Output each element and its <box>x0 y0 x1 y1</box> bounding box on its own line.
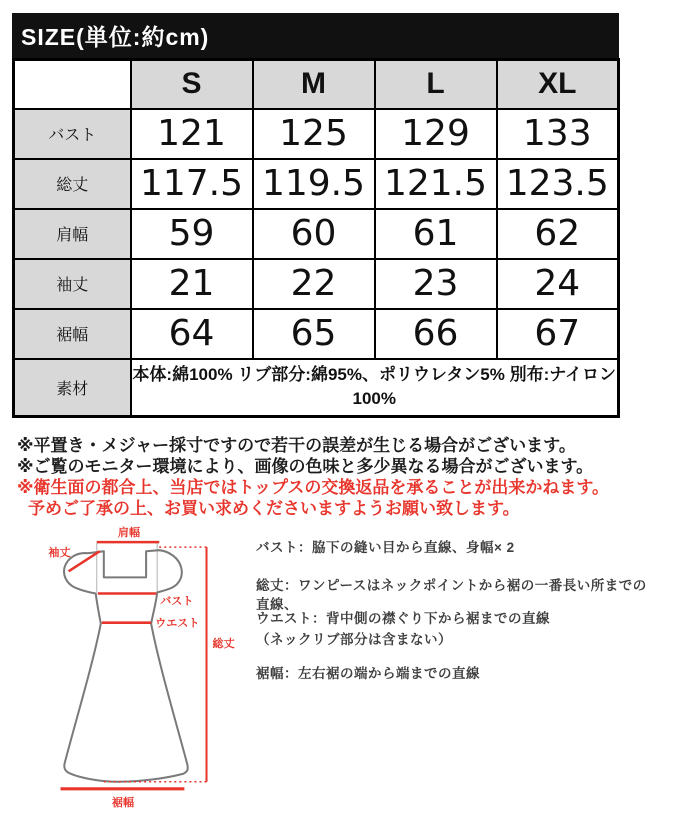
size-table-header-row <box>14 60 619 109</box>
bust-s: 121 <box>131 109 253 159</box>
shoulder-l: 61 <box>375 209 497 259</box>
length-l: 121.5 <box>375 159 497 209</box>
sleeve-xl: 24 <box>497 259 619 309</box>
size-chart-title-bar <box>12 13 619 58</box>
waist-label: ウエスト <box>155 617 200 630</box>
row-label-length: 総丈 <box>14 159 131 209</box>
sleeve-m: 22 <box>253 259 375 309</box>
desc-length-2: 直線、 <box>256 597 298 612</box>
dress-measurement-diagram <box>15 523 247 815</box>
note-no-returns: ※衛生面の都合上、当店ではトップスの交換返品を承ることが出来かねます。 <box>17 478 609 497</box>
table-row-length <box>14 159 619 209</box>
table-row-shoulder <box>14 209 619 259</box>
sleeve-length-line <box>69 551 100 571</box>
sleeve-s: 21 <box>131 259 253 309</box>
length-xl: 123.5 <box>497 159 619 209</box>
desc-bust: バスト：脇下の縫い目から直線、身幅× 2 <box>256 540 515 555</box>
sleeve-length-label: 袖丈 <box>48 547 71 560</box>
col-header-l: L <box>375 60 497 109</box>
hem-m: 65 <box>253 309 375 359</box>
material-value: 本体:綿100% リブ部分:綿95%、ポリウレタン5% 別布:ナイロン100% <box>131 359 619 417</box>
notes-block <box>17 435 667 519</box>
col-header-xl: XL <box>497 60 619 109</box>
desc-length-1: 総丈：ワンピースはネックポイントから裾の一番長い所までの <box>256 578 647 593</box>
size-table <box>12 58 620 418</box>
shoulder-s: 59 <box>131 209 253 259</box>
row-label-hem: 裾幅 <box>14 309 131 359</box>
bust-xl: 133 <box>497 109 619 159</box>
length-m: 119.5 <box>253 159 375 209</box>
bust-label: バスト <box>160 595 194 608</box>
desc-hem: 裾幅：左右裾の端から端までの直線 <box>256 666 480 681</box>
corner-cell <box>14 60 131 109</box>
bust-l: 129 <box>375 109 497 159</box>
row-label-material: 素材 <box>14 359 131 417</box>
sleeve-l: 23 <box>375 259 497 309</box>
note-monitor-color: ※ご覧のモニター環境により、画像の色味と多少異なる場合がございます。 <box>17 457 594 476</box>
note-measurement-tolerance: ※平置き・メジャー採寸ですので若干の誤差が生じる場合がございます。 <box>17 436 576 455</box>
dress-outline <box>64 550 188 782</box>
shoulder-xl: 62 <box>497 209 619 259</box>
table-row-material <box>14 359 619 417</box>
hem-s: 64 <box>131 309 253 359</box>
length-s: 117.5 <box>131 159 253 209</box>
col-header-s: S <box>131 60 253 109</box>
shoulder-width-label: 肩幅 <box>117 527 141 540</box>
desc-waist-note: （ネックリブ部分は含まない） <box>256 632 452 647</box>
row-label-sleeve: 袖丈 <box>14 259 131 309</box>
row-label-bust: バスト <box>14 109 131 159</box>
table-row-sleeve <box>14 259 619 309</box>
shoulder-m: 60 <box>253 209 375 259</box>
hem-l: 66 <box>375 309 497 359</box>
col-header-m: M <box>253 60 375 109</box>
row-label-shoulder: 肩幅 <box>14 209 131 259</box>
table-row-hem <box>14 309 619 359</box>
table-row-bust <box>14 109 619 159</box>
desc-waist: ウエスト：背中側の襟ぐり下から裾までの直線 <box>256 611 550 626</box>
total-length-label: 総丈 <box>212 637 235 650</box>
size-chart-title: SIZE(単位:約cm) <box>21 24 210 50</box>
hem-xl: 67 <box>497 309 619 359</box>
bust-m: 125 <box>253 109 375 159</box>
note-no-returns-2: 予めご了承の上、お買い求めくださいますようお願い致します。 <box>28 499 520 518</box>
hem-width-label: 裾幅 <box>111 796 135 809</box>
